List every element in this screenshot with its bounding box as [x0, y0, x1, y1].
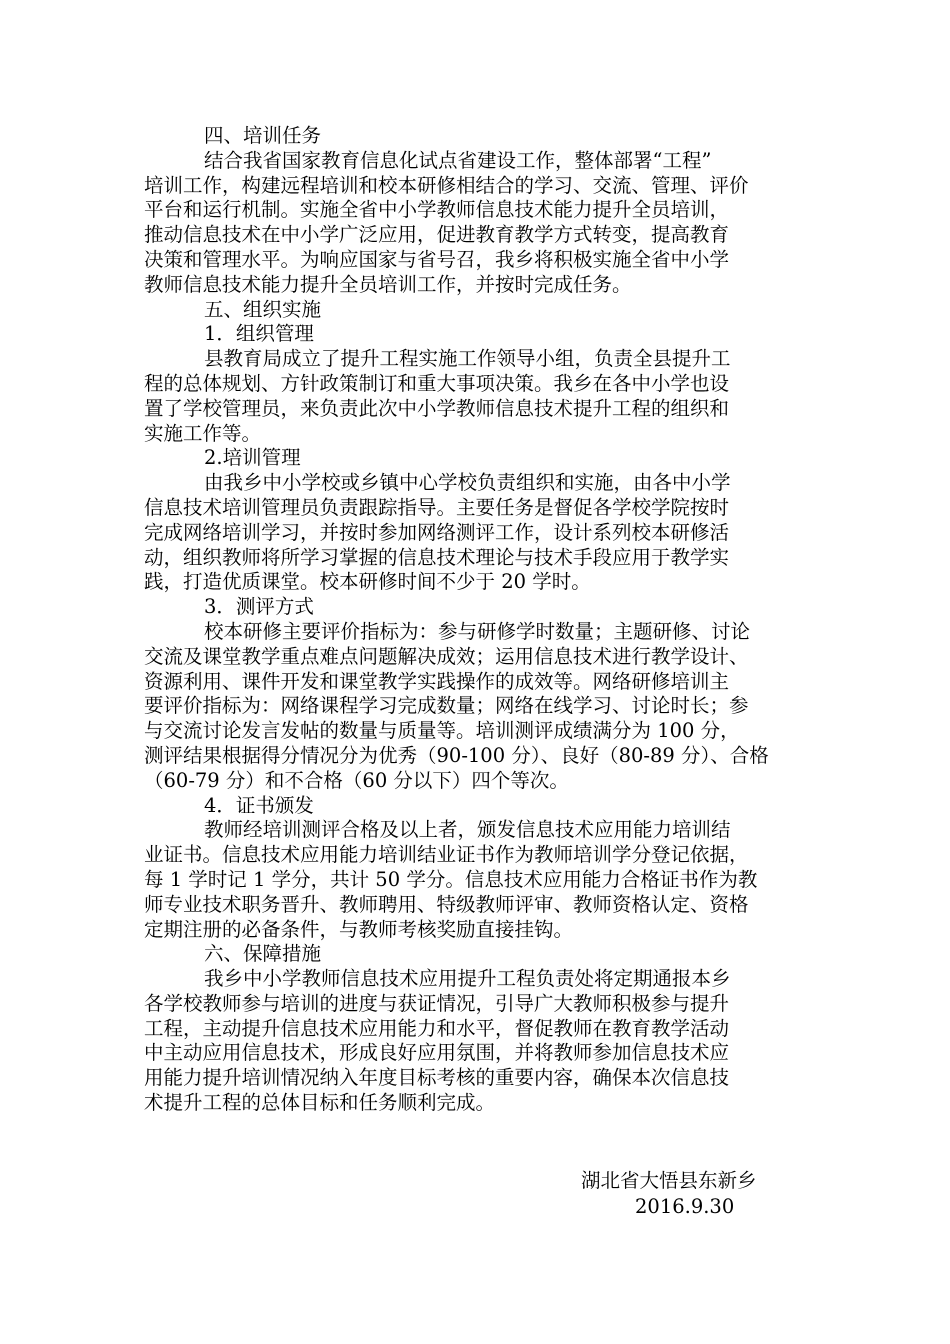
paragraph-line: 3．测评方式 — [204, 595, 314, 619]
paragraph-line: 我乡中小学教师信息技术应用提升工程负责处将定期通报本乡 — [204, 967, 731, 991]
paragraph-line: 业证书。信息技术应用能力培训结业证书作为教师培训学分登记依据， — [144, 843, 749, 867]
paragraph-line: 五、组织实施 — [204, 297, 322, 321]
paragraph-line: 置了学校管理员，来负责此次中小学教师信息技术提升工程的组织和 — [144, 396, 730, 420]
paragraph-line: 术提升工程的总体目标和任务顺利完成。 — [144, 1091, 496, 1115]
paragraph-line: 各学校教师参与培训的进度与获证情况，引导广大教师积极参与提升 — [144, 991, 730, 1015]
signature-organization: 湖北省大悟县东新乡 — [581, 1169, 757, 1192]
paragraph-line: 每 1 学时记 1 学分，共计 50 学分。信息技术应用能力合格证书作为教 — [144, 867, 758, 891]
paragraph-line: （60-79 分）和不合格（60 分以下）四个等次。 — [144, 768, 569, 792]
paragraph-line: 交流及课堂教学重点难点问题解决成效；运用信息技术进行教学设计、 — [144, 644, 749, 668]
paragraph-line: 培训工作，构建远程培训和校本研修相结合的学习、交流、管理、评价 — [144, 173, 749, 197]
paragraph-line: 四、培训任务 — [204, 124, 322, 147]
paragraph-line: 推动信息技术在中小学广泛应用，促进教育教学方式转变，提高教育 — [144, 223, 730, 247]
paragraph-line: 平台和运行机制。实施全省中小学教师信息技术能力提升全员培训， — [144, 198, 730, 222]
paragraph-line: 与交流讨论发言发帖的数量与质量等。培训测评成绩满分为 100 分， — [144, 719, 740, 743]
paragraph-line: 定期注册的必备条件，与教师考核奖励直接挂钩。 — [144, 917, 574, 941]
signature-date: 2016.9.30 — [635, 1195, 735, 1218]
paragraph-line: 测评结果根据得分情况分为优秀（90-100 分）、良好（80-89 分）、合格 — [144, 743, 769, 767]
paragraph-line: 教师信息技术能力提升全员培训工作，并按时完成任务。 — [144, 272, 632, 296]
paragraph-line: 要评价指标为：网络课程学习完成数量；网络在线学习、讨论时长；参 — [144, 694, 749, 718]
paragraph-line: 4．证书颁发 — [204, 793, 314, 817]
paragraph-line: 践，打造优质课堂。校本研修时间不少于 20 学时。 — [144, 570, 591, 594]
paragraph-line: 2.培训管理 — [204, 446, 301, 470]
paragraph-line: 完成网络培训学习，并按时参加网络测评工作，设计系列校本研修活 — [144, 520, 730, 544]
paragraph-line: 师专业技术职务晋升、教师聘用、特级教师评审、教师资格认定、资格 — [144, 892, 749, 916]
paragraph-line: 实施工作等。 — [144, 421, 262, 445]
paragraph-line: 动，组织教师将所学习掌握的信息技术理论与技术手段应用于教学实 — [144, 545, 730, 569]
paragraph-line: 由我乡中小学校或乡镇中心学校负责组织和实施，由各中小学 — [204, 471, 731, 495]
paragraph-line: 程的总体规划、方针政策制订和重大事项决策。我乡在各中小学也设 — [144, 371, 730, 395]
paragraph-line: 资源利用、课件开发和课堂教学实践操作的成效等。网络研修培训主 — [144, 669, 730, 693]
signature-block — [581, 1168, 821, 1220]
paragraph-line: 1．组织管理 — [204, 322, 314, 346]
paragraph-line: 校本研修主要评价指标为：参与研修学时数量；主题研修、讨论 — [204, 619, 751, 643]
paragraph-line: 信息技术培训管理员负责跟踪指导。主要任务是督促各学校学院按时 — [144, 495, 730, 519]
paragraph-line: 用能力提升培训情况纳入年度目标考核的重要内容，确保本次信息技 — [144, 1066, 730, 1090]
document-body — [144, 124, 816, 1116]
paragraph-line: 结合我省国家教育信息化试点省建设工作，整体部署“工程” — [204, 148, 712, 172]
paragraph-line: 中主动应用信息技术，形成良好应用氛围，并将教师参加信息技术应 — [144, 1041, 730, 1065]
paragraph-line: 六、保障措施 — [204, 942, 322, 966]
paragraph-line: 教师经培训测评合格及以上者，颁发信息技术应用能力培训结 — [204, 818, 731, 842]
paragraph-line: 县教育局成立了提升工程实施工作领导小组，负责全县提升工 — [204, 347, 731, 371]
paragraph-line: 工程，主动提升信息技术应用能力和水平，督促教师在教育教学活动 — [144, 1016, 730, 1040]
paragraph-line: 决策和管理水平。为响应国家与省号召，我乡将积极实施全省中小学 — [144, 247, 730, 271]
